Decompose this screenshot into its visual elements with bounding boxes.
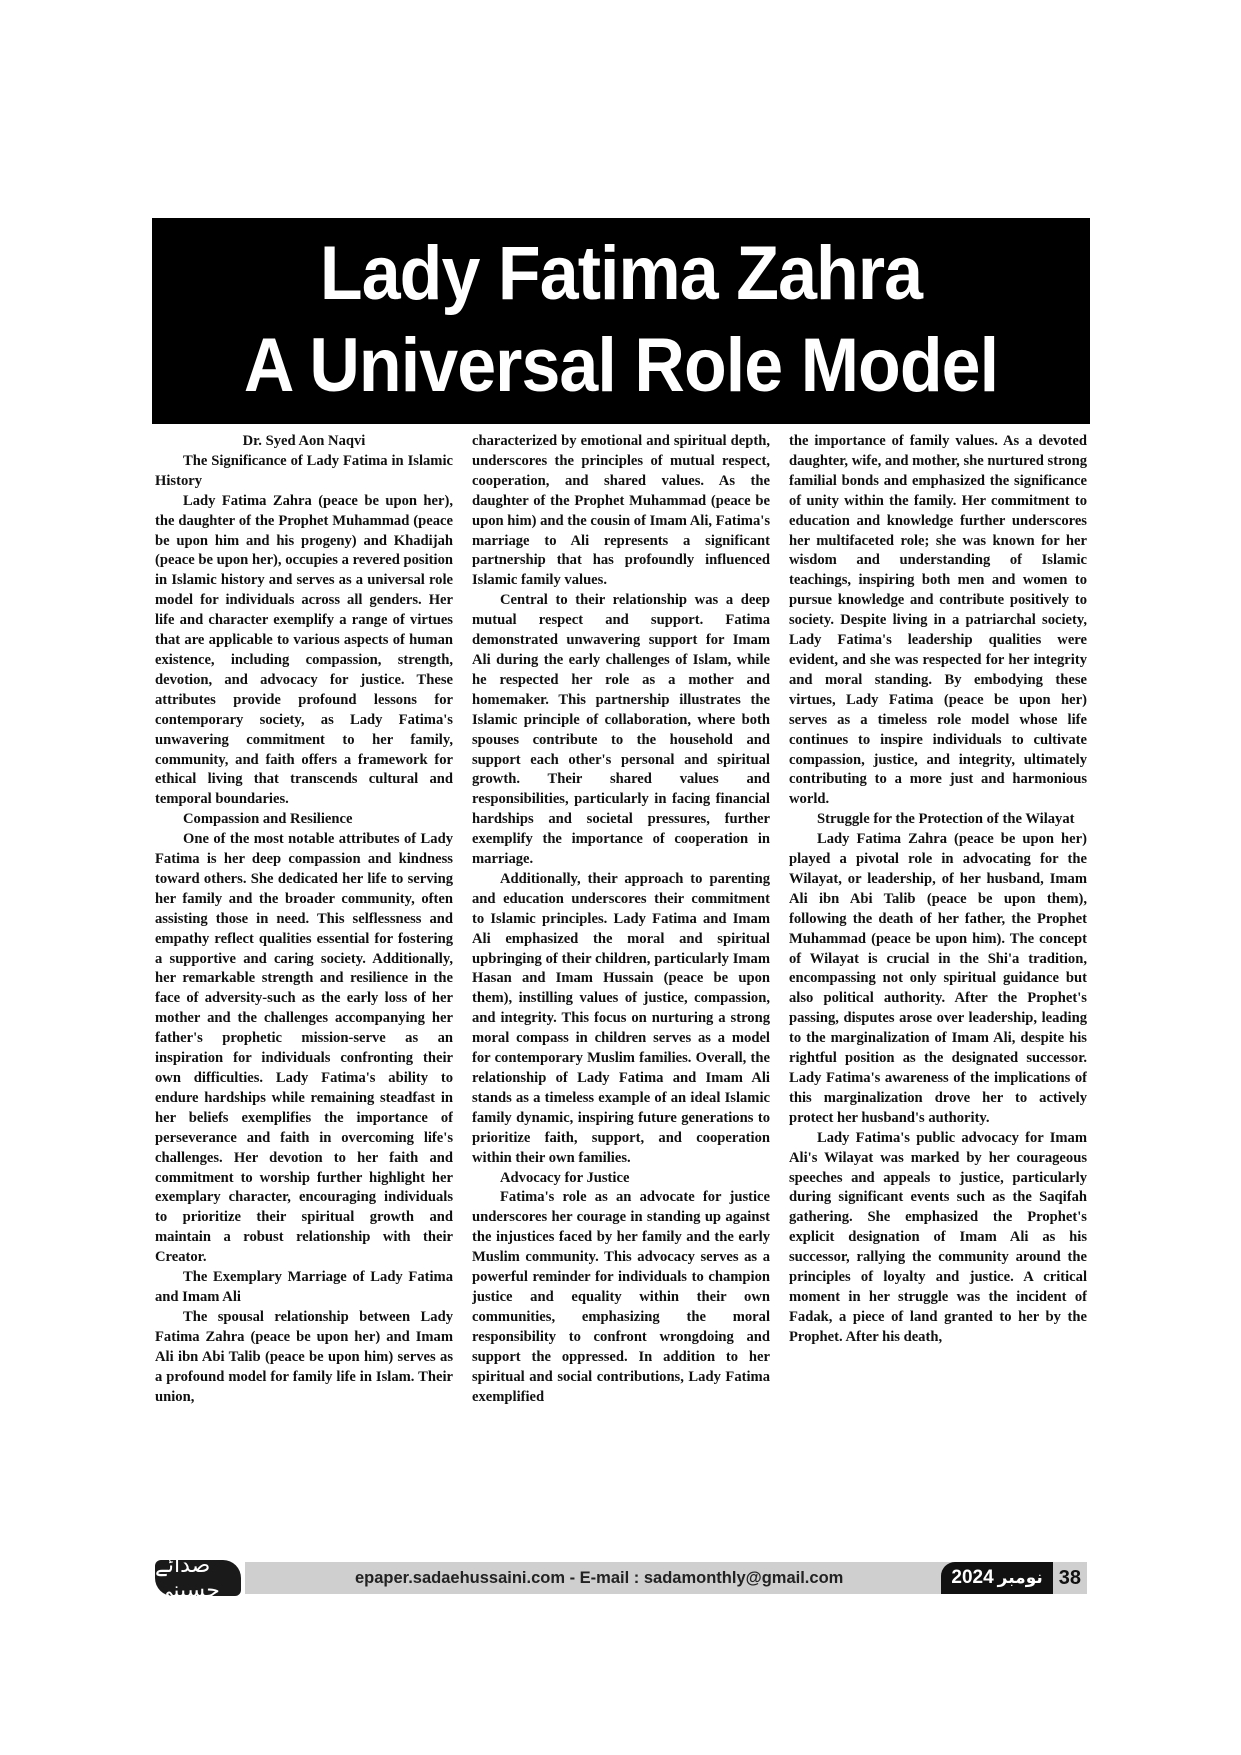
article-column-1	[155, 432, 453, 1522]
paragraph: Central to their relationship was a deep mutual respect and support. Fatima demonstrated unwavering support for Imam Ali during the early challenges of Islam, while he respected her role as a mother and homemaker. This partnership illustrates the Islamic principle of collaboration, where both spouses contribute to the household and support each other's personal and spiritual growth. Their shared values and responsibilities, particularly in facing financial hardships and societal pressures, further exemplify the importance of cooperation in marriage.	[472, 592, 770, 868]
issue-year: 2024	[951, 1567, 994, 1588]
section-heading: Struggle for the Protection of the Wilayat	[817, 811, 1075, 828]
author-byline: Dr. Syed Aon Naqvi	[242, 433, 366, 449]
issue-month: نومبر	[997, 1568, 1043, 1588]
paragraph: Lady Fatima Zahra (peace be upon her), the daughter of the Prophet Muhammad (peace be upon him and his progeny) and Khadijah (peace be upon her), occupies a revered position in Islamic history and serves as a universal role model for individuals across all genders. Her life and character exemplify a range of virtues that are applicable to various aspects of human existence, including compassion, strength, devotion, and advocacy for justice. These attributes provide profound lessons for contemporary society, as Lady Fatima's unwavering commitment to her family, community, and faith offers a framework for ethical living that transcends cultural and temporal boundaries.	[155, 492, 453, 808]
title-banner	[152, 218, 1090, 424]
article-column-3	[789, 432, 1087, 1522]
footer-contact: epaper.sadaehussaini.com - E-mail : sadamonthly@gmail.com	[355, 1568, 844, 1587]
page-footer	[155, 1553, 1087, 1603]
paragraph: the importance of family values. As a devoted daughter, wife, and mother, she nurtured strong familial bonds and emphasized the significance of unity within the family. Her commitment to education and knowledge further underscores her multifaceted role; she was known for her wisdom and understanding of Islamic teachings, inspiring both men and women to pursue knowledge and contribute positively to society. Despite living in a patriarchal society, Lady Fatima's leadership qualities were evident, and she was respected for her integrity and moral standing. By embodying these virtues, Lady Fatima (peace be upon her) serves as a timeless role model whose life continues to inspire individuals to cultivate compassion, justice, and integrity, ultimately contributing to a more just and harmonious world.	[789, 433, 1087, 808]
title-line-1: Lady Fatima Zahra	[319, 231, 923, 316]
issue-date	[941, 1562, 1052, 1594]
paragraph: Lady Fatima Zahra (peace be upon her) played a pivotal role in advocating for the Wilayat, or leadership, of her husband, Imam Ali ibn Abi Talib (peace be upon them), following the death of her father, the Prophet Muhammad (peace be upon him). The concept of Wilayat is crucial in the Shi'a tradition, encompassing not only spiritual guidance but also political authority. After the Prophet's passing, disputes arose over leadership, leading to the marginalization of Imam Ali, despite his rightful position as the designated successor. Lady Fatima's awareness of the implications of this marginalization drove her to actively protect her husband's authority.	[789, 831, 1087, 1126]
paragraph: Fatima's role as an advocate for justice underscores her courage in standing up against the injustices faced by her family and the early Muslim community. This advocacy serves as a powerful reminder for individuals to champion justice and equality within their own communities, emphasizing the moral responsibility to confront wrongdoing and support the oppressed. In addition to her spiritual and social contributions, Lady Fatima exemplified	[472, 1189, 770, 1405]
title-line-2: A Universal Role Model	[243, 323, 999, 408]
article-column-2	[472, 432, 770, 1522]
paragraph: Additionally, their approach to parenting and education underscores their commitment to Islamic principles. Lady Fatima and Imam Ali emphasized the moral and spiritual upbringing of their children, particularly Imam Hasan and Imam Hussain (peace be upon them), instilling values of justice, compassion, and integrity. This focus on nurturing a strong moral compass in children serves as a model for contemporary Muslim families. Overall, the relationship of Lady Fatima and Imam Ali stands as a timeless example of an ideal Islamic family dynamic, inspiring future generations to prioritize faith, support, and cooperation within their own families.	[472, 870, 770, 1166]
page-number: 38	[1053, 1562, 1087, 1594]
paragraph: The spousal relationship between Lady Fatima Zahra (peace be upon her) and Imam Ali ibn Abi Talib (peace be upon him) serves as a profound model for family life in Islam. Their union,	[155, 1308, 453, 1405]
section-heading: The Significance of Lady Fatima in Islamic History	[155, 452, 453, 489]
section-heading: Compassion and Resilience	[183, 811, 353, 828]
footer-bar	[245, 1562, 1053, 1594]
magazine-logo: صدائے حسینی	[155, 1560, 241, 1596]
section-heading: Advocacy for Justice	[500, 1169, 630, 1186]
paragraph: characterized by emotional and spiritual depth, underscores the principles of mutual respect, cooperation, and shared values. As the daughter of the Prophet Muhammad (peace be upon him) and the cousin of Imam Ali, Fatima's marriage to Ali represents a significant partnership that has profoundly influenced Islamic family values.	[472, 433, 770, 589]
article-body	[155, 432, 1087, 1522]
paragraph: One of the most notable attributes of Lady Fatima is her deep compassion and kindness toward others. She dedicated her life to serving her family and the broader community, often assisting those in need. This selflessness and empathy reflect qualities essential for fostering a supportive and caring society. Additionally, her remarkable strength and resilience in the face of adversity-such as the early loss of her mother and the challenges accompanying her father's prophetic mission-serve as an inspiration for individuals confronting their own difficulties. Lady Fatima's ability to endure hardships while remaining steadfast in her beliefs exemplifies the importance of perseverance and faith in overcoming life's challenges. Her devotion to her faith and commitment to worship further highlight her exemplary character, encouraging individuals to prioritize their spiritual growth and maintain a robust relationship with their Creator.	[155, 831, 453, 1266]
paragraph: Lady Fatima's public advocacy for Imam Ali's Wilayat was marked by her courageous speeches and appeals to justice, particularly during significant events such as the Saqifah gathering. She emphasized the Prophet's explicit designation of Imam Ali as his successor, rallying the community around the principles of loyalty and justice. A critical moment in her struggle was the incident of Fadak, a piece of land granted to her by the Prophet. After his death,	[789, 1129, 1087, 1345]
section-heading: The Exemplary Marriage of Lady Fatima and Imam Ali	[155, 1269, 453, 1305]
